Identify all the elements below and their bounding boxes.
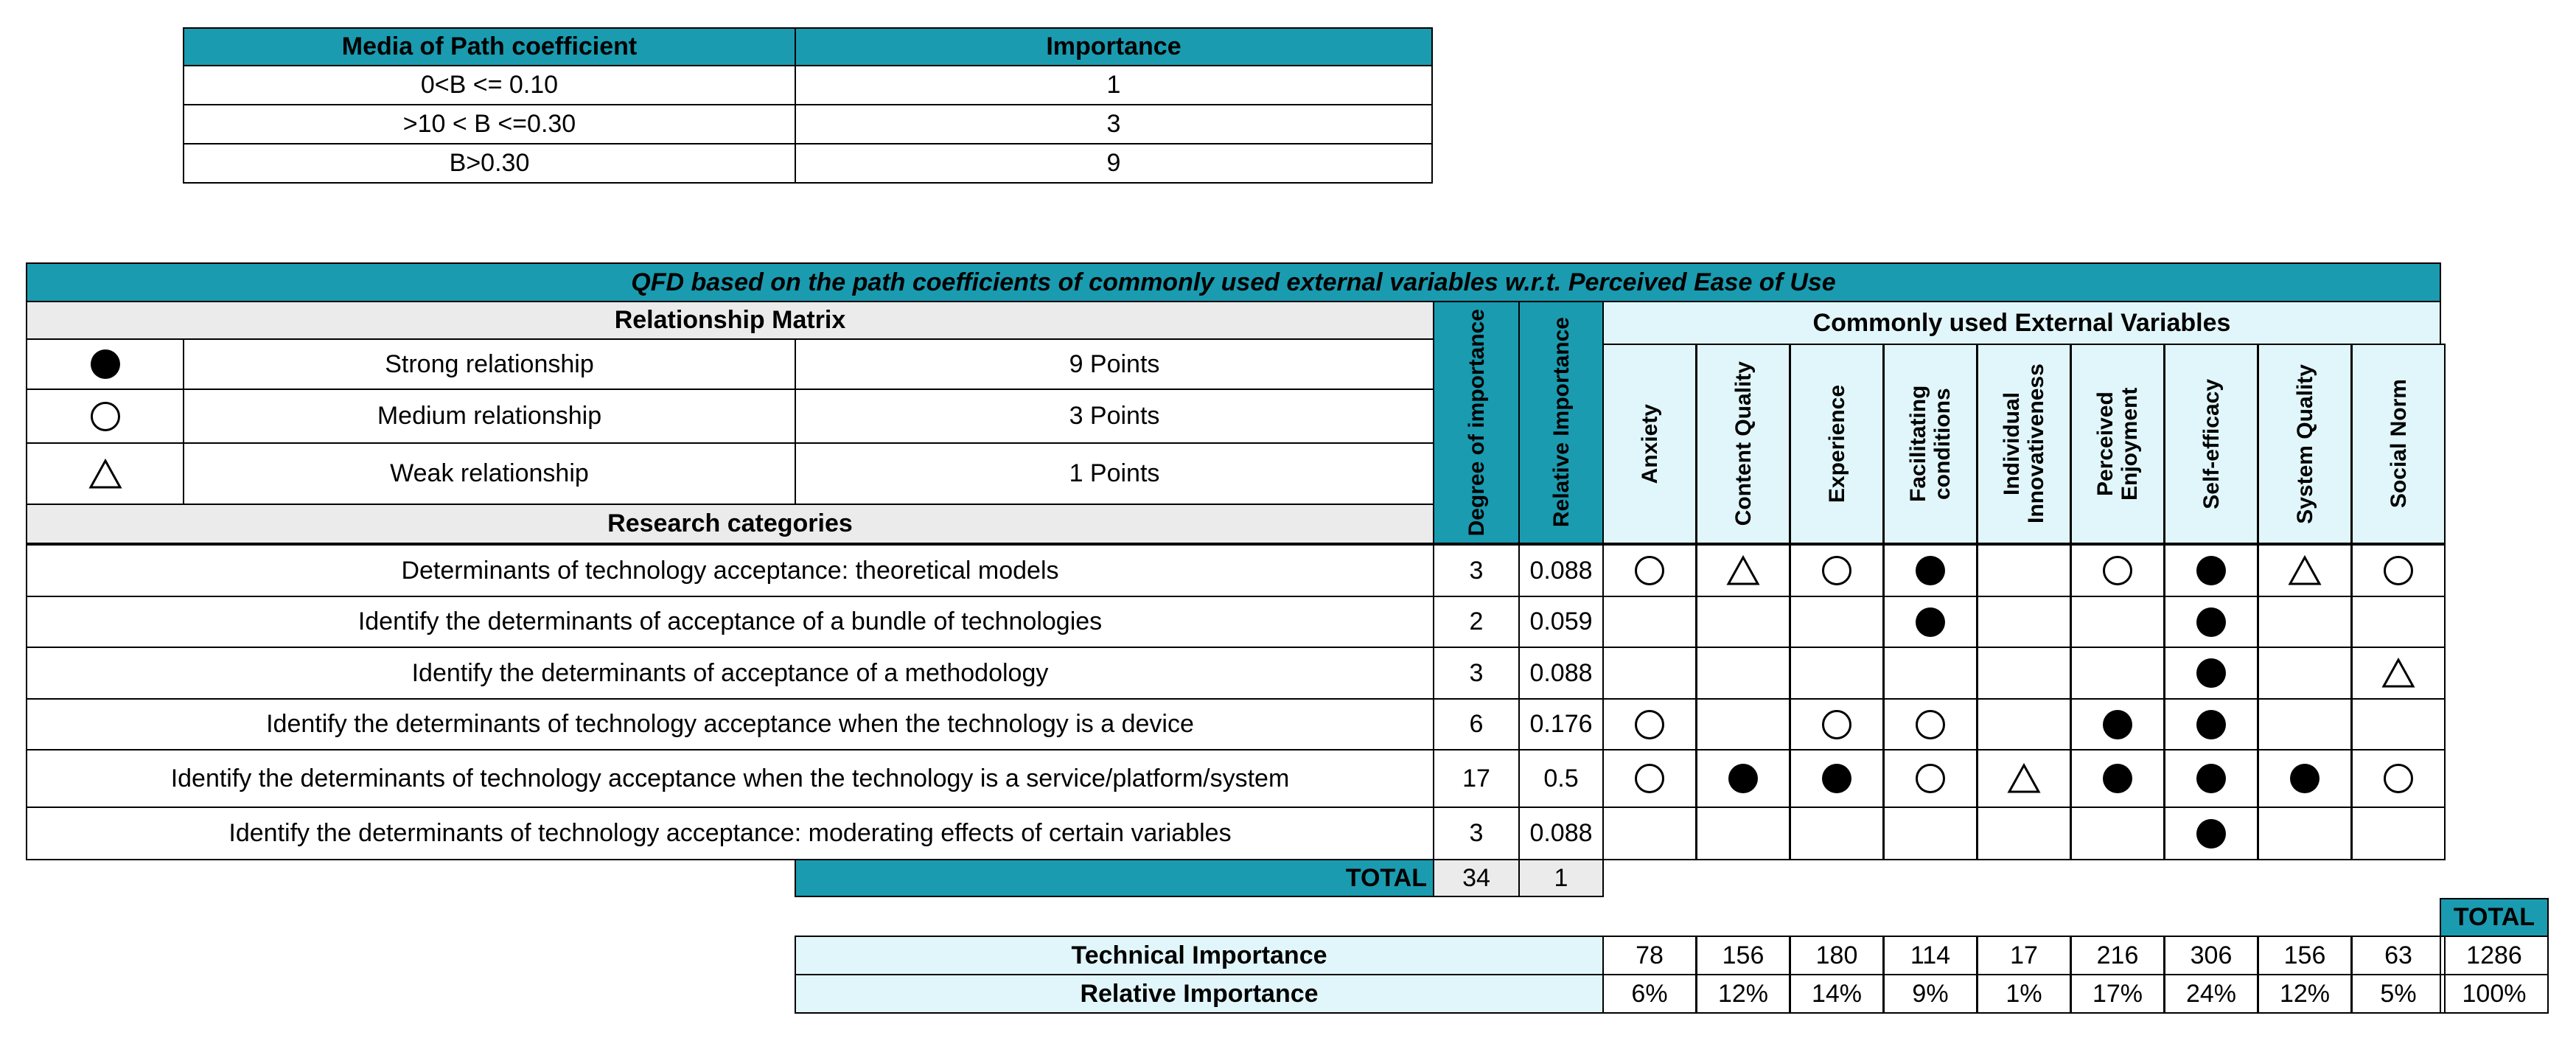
- row-relative: 0.088: [1518, 807, 1604, 860]
- open-circle-icon: [1916, 710, 1945, 739]
- matrix-cell: [2258, 544, 2352, 597]
- technical-value: 17: [1977, 936, 2071, 975]
- total-relative: 1: [1518, 859, 1604, 897]
- matrix-cell: [2258, 698, 2352, 750]
- filled-circle-icon: [1916, 607, 1945, 637]
- relative-header: Relative Importance: [1518, 301, 1604, 544]
- matrix-cell: [2164, 749, 2258, 808]
- open-circle-icon: [1916, 764, 1945, 793]
- matrix-cell: [1977, 698, 2071, 750]
- technical-value: 1286: [2440, 936, 2549, 975]
- row-label: Identify the determinants of acceptance of a methodology: [26, 647, 1434, 700]
- matrix-cell: [2070, 807, 2165, 860]
- row-label: Identify the determinants of technology acceptance when the technology is a service/platform/system: [26, 749, 1434, 808]
- matrix-cell: [1790, 698, 1884, 750]
- matrix-cell: [2164, 647, 2258, 700]
- filled-circle-icon: [2103, 764, 2132, 793]
- variable-header: Content Quality: [1696, 344, 1790, 544]
- matrix-cell: [2258, 596, 2352, 648]
- open-circle-icon: [1635, 764, 1664, 793]
- scale-header-importance: Importance: [795, 27, 1433, 66]
- matrix-cell: [1883, 647, 1978, 700]
- technical-value: 216: [2070, 936, 2165, 975]
- matrix-cell: [1696, 698, 1790, 750]
- filled-circle-icon: [1728, 764, 1758, 793]
- variable-header: System Quality: [2258, 344, 2352, 544]
- filled-circle-icon: [2196, 658, 2226, 688]
- open-circle-icon: [1635, 710, 1664, 739]
- row-degree: 6: [1433, 698, 1520, 750]
- variable-header: Perceived Enjoyment: [2070, 344, 2165, 544]
- matrix-cell: [2070, 749, 2165, 808]
- open-circle-icon: [1635, 556, 1664, 585]
- variable-header: Social Norm: [2351, 344, 2446, 544]
- matrix-cell: [2351, 544, 2446, 597]
- open-triangle-icon: [2007, 763, 2041, 794]
- matrix-cell: [2351, 596, 2446, 648]
- variable-header: Experience: [1790, 344, 1884, 544]
- row-label: Identify the determinants of technology acceptance: moderating effects of certain variables: [26, 807, 1434, 860]
- matrix-cell: [1977, 596, 2071, 648]
- row-degree: 2: [1433, 596, 1520, 648]
- filled-circle-icon: [2196, 556, 2226, 585]
- open-triangle-icon: [2288, 555, 2322, 586]
- relative-value: 12%: [1696, 974, 1790, 1014]
- row-degree: 3: [1433, 807, 1520, 860]
- relative-value: 24%: [2164, 974, 2258, 1014]
- open-circle-icon: [91, 402, 120, 431]
- filled-circle-icon: [2196, 710, 2226, 739]
- matrix-cell: [2351, 647, 2446, 700]
- open-circle-icon: [2103, 556, 2132, 585]
- variable-header: Facilitating conditions: [1883, 344, 1978, 544]
- relationship-matrix-label: Relationship Matrix: [26, 301, 1434, 340]
- filled-circle-icon: [1916, 556, 1945, 585]
- technical-importance-label: Technical Importance: [795, 936, 1604, 975]
- row-relative: 0.088: [1518, 544, 1604, 597]
- filled-circle-icon: [2196, 764, 2226, 793]
- variable-header: Individual Innovativeness: [1977, 344, 2071, 544]
- relative-value: 14%: [1790, 974, 1884, 1014]
- scale-header-media: Media of Path coefficient: [183, 27, 796, 66]
- external-variables-label: Commonly used External Variables: [1602, 301, 2441, 345]
- row-degree: 3: [1433, 544, 1520, 597]
- matrix-cell: [1790, 544, 1884, 597]
- legend-strong-points: 9 Points: [795, 338, 1434, 390]
- matrix-cell: [1883, 698, 1978, 750]
- matrix-cell: [1883, 749, 1978, 808]
- matrix-cell: [2070, 596, 2165, 648]
- relative-value: 12%: [2258, 974, 2352, 1014]
- row-relative: 0.088: [1518, 647, 1604, 700]
- row-relative: 0.176: [1518, 698, 1604, 750]
- legend-medium-label: Medium relationship: [183, 389, 796, 444]
- technical-value: 306: [2164, 936, 2258, 975]
- filled-circle-icon: [2103, 710, 2132, 739]
- matrix-cell: [1977, 544, 2071, 597]
- matrix-cell: [1602, 647, 1697, 700]
- legend-medium-points: 3 Points: [795, 389, 1434, 444]
- filled-circle-icon: [2196, 607, 2226, 637]
- matrix-cell: [1602, 698, 1697, 750]
- matrix-cell: [2070, 544, 2165, 597]
- technical-value: 63: [2351, 936, 2446, 975]
- matrix-cell: [1602, 544, 1697, 597]
- matrix-cell: [1696, 647, 1790, 700]
- row-relative: 0.059: [1518, 596, 1604, 648]
- open-circle-icon: [1822, 556, 1851, 585]
- scale-cell: >10 < B <=0.30: [183, 104, 796, 144]
- relative-importance-label: Relative Importance: [795, 974, 1604, 1014]
- matrix-cell: [2351, 698, 2446, 750]
- relative-value: 6%: [1602, 974, 1697, 1014]
- relative-value: 17%: [2070, 974, 2165, 1014]
- matrix-cell: [1790, 749, 1884, 808]
- matrix-cell: [1977, 749, 2071, 808]
- matrix-cell: [1883, 544, 1978, 597]
- row-label: Identify the determinants of acceptance of a bundle of technologies: [26, 596, 1434, 648]
- matrix-cell: [2258, 807, 2352, 860]
- relative-value: 1%: [1977, 974, 2071, 1014]
- row-label: Identify the determinants of technology acceptance when the technology is a device: [26, 698, 1434, 750]
- matrix-cell: [2164, 596, 2258, 648]
- open-circle-icon: [2384, 556, 2413, 585]
- research-categories-label: Research categories: [26, 504, 1434, 544]
- technical-value: 156: [1696, 936, 1790, 975]
- open-triangle-icon: [1726, 555, 1760, 586]
- scale-cell: 9: [795, 143, 1433, 184]
- matrix-cell: [2258, 749, 2352, 808]
- legend-strong-symbol: [26, 338, 184, 390]
- filled-circle-icon: [91, 349, 120, 379]
- matrix-cell: [1790, 596, 1884, 648]
- matrix-cell: [1883, 807, 1978, 860]
- matrix-cell: [1696, 544, 1790, 597]
- matrix-cell: [2351, 807, 2446, 860]
- matrix-cell: [1602, 807, 1697, 860]
- matrix-cell: [1602, 596, 1697, 648]
- scale-cell: 0<B <= 0.10: [183, 65, 796, 105]
- degree-header: Degree of importance: [1433, 301, 1520, 544]
- technical-value: 156: [2258, 936, 2352, 975]
- filled-circle-icon: [2196, 819, 2226, 849]
- legend-weak-points: 1 Points: [795, 442, 1434, 505]
- technical-value: 78: [1602, 936, 1697, 975]
- row-degree: 3: [1433, 647, 1520, 700]
- qfd-title: QFD based on the path coefficients of commonly used external variables w.r.t. Perceived Ease of Use: [26, 262, 2441, 302]
- matrix-cell: [1883, 596, 1978, 648]
- open-triangle-icon: [88, 459, 122, 490]
- matrix-cell: [2070, 647, 2165, 700]
- matrix-cell: [1602, 749, 1697, 808]
- scale-cell: B>0.30: [183, 143, 796, 184]
- matrix-cell: [1696, 596, 1790, 648]
- relative-value: 100%: [2440, 974, 2549, 1014]
- legend-strong-label: Strong relationship: [183, 338, 796, 390]
- matrix-cell: [2164, 807, 2258, 860]
- open-circle-icon: [1822, 710, 1851, 739]
- relative-value: 5%: [2351, 974, 2446, 1014]
- legend-medium-symbol: [26, 389, 184, 444]
- variable-header: Self-efficacy: [2164, 344, 2258, 544]
- row-relative: 0.5: [1518, 749, 1604, 808]
- summary-total-header: TOTAL: [2440, 898, 2549, 937]
- technical-value: 180: [1790, 936, 1884, 975]
- matrix-cell: [1790, 807, 1884, 860]
- scale-cell: 3: [795, 104, 1433, 144]
- row-label: Determinants of technology acceptance: theoretical models: [26, 544, 1434, 597]
- matrix-cell: [1696, 807, 1790, 860]
- total-label: TOTAL: [795, 859, 1434, 897]
- matrix-cell: [1977, 807, 2071, 860]
- total-degree: 34: [1433, 859, 1520, 897]
- matrix-cell: [1977, 647, 2071, 700]
- relative-value: 9%: [1883, 974, 1978, 1014]
- filled-circle-icon: [1822, 764, 1851, 793]
- matrix-cell: [1790, 647, 1884, 700]
- legend-weak-symbol: [26, 442, 184, 505]
- open-circle-icon: [2384, 764, 2413, 793]
- legend-weak-label: Weak relationship: [183, 442, 796, 505]
- matrix-cell: [2351, 749, 2446, 808]
- matrix-cell: [1696, 749, 1790, 808]
- matrix-cell: [2164, 544, 2258, 597]
- open-triangle-icon: [2381, 658, 2415, 689]
- filled-circle-icon: [2290, 764, 2320, 793]
- variable-header: Anxiety: [1602, 344, 1697, 544]
- row-degree: 17: [1433, 749, 1520, 808]
- technical-value: 114: [1883, 936, 1978, 975]
- matrix-cell: [2070, 698, 2165, 750]
- matrix-cell: [2164, 698, 2258, 750]
- matrix-cell: [2258, 647, 2352, 700]
- scale-cell: 1: [795, 65, 1433, 105]
